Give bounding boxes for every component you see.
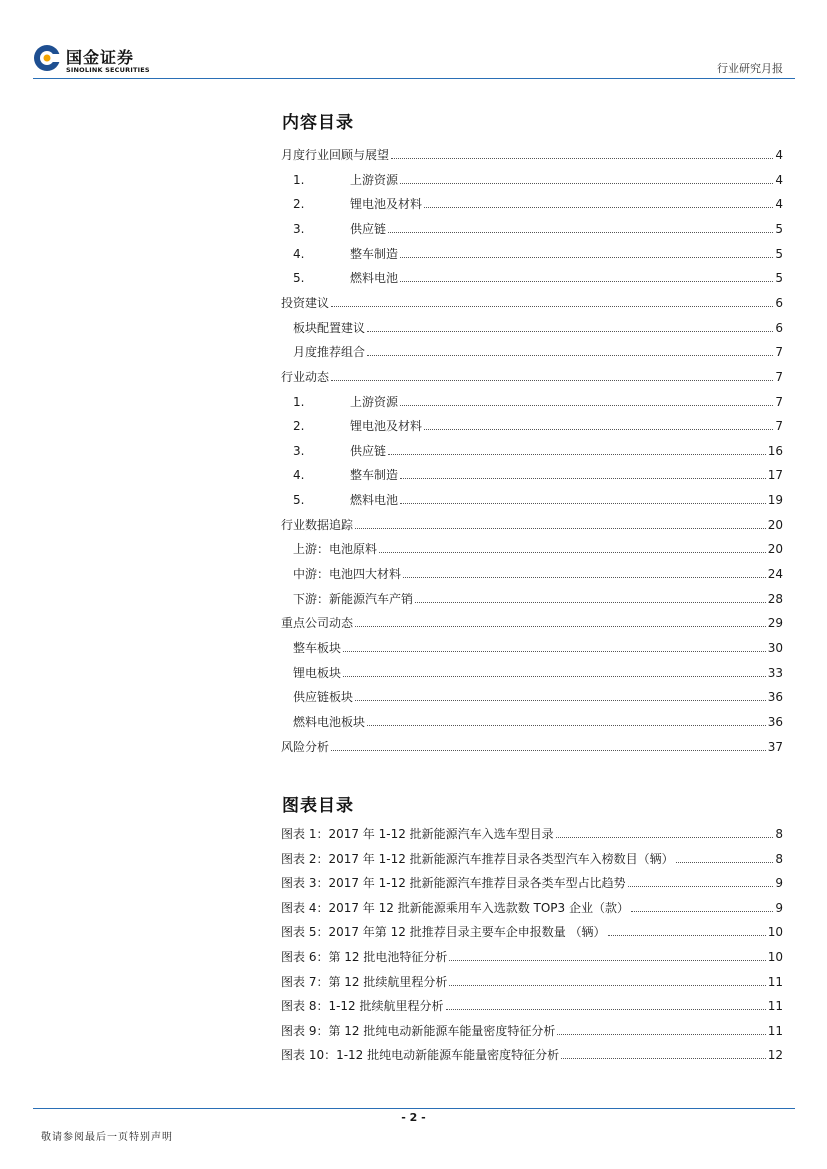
figure-entry-label: 图表 7：第 12 批续航里程分析 xyxy=(281,974,448,989)
page-number: - 2 - xyxy=(401,1111,426,1124)
page-ref: 9 xyxy=(775,876,783,891)
toc-entry-number: 3. xyxy=(293,221,305,236)
dot-leader xyxy=(331,749,766,751)
dot-leader xyxy=(449,959,765,961)
toc-entry-label: 整车板块 xyxy=(293,641,342,655)
page-ref: 29 xyxy=(767,616,783,631)
page-ref: 11 xyxy=(767,974,783,989)
figure-entry[interactable] xyxy=(281,919,783,939)
page-ref: 5 xyxy=(775,246,783,261)
page-ref: 4 xyxy=(775,148,783,162)
page-ref: 5 xyxy=(775,271,783,286)
toc-entry-number: 5. xyxy=(293,271,305,286)
dot-leader xyxy=(424,428,773,430)
figure-entry[interactable] xyxy=(281,944,783,964)
toc-entry[interactable] xyxy=(281,413,783,433)
page-ref: 4 xyxy=(775,172,783,187)
dot-leader xyxy=(631,910,773,912)
page-ref: 36 xyxy=(767,690,783,705)
toc-entry-label: 上游资源 xyxy=(350,172,399,187)
toc-entry[interactable] xyxy=(281,734,783,754)
toc-entry-label: 锂电板块 xyxy=(293,665,342,680)
figure-entry[interactable] xyxy=(281,969,783,989)
dot-leader xyxy=(415,601,766,603)
toc-entry-label: 月度推荐组合 xyxy=(293,345,366,360)
dot-leader xyxy=(400,404,773,406)
toc-entry-label: 中游：电池四大材料 xyxy=(293,567,402,582)
page-ref: 20 xyxy=(767,517,783,532)
toc-entry-label: 行业数据追踪 xyxy=(281,517,354,532)
figure-entry-label: 图表 3：2017 年 1-12 批新能源汽车推荐目录各类车型占比趋势 xyxy=(281,876,626,891)
page-ref: 30 xyxy=(767,641,783,655)
dot-leader xyxy=(400,256,773,258)
page-ref: 10 xyxy=(767,925,783,940)
toc-entry-label: 重点公司动态 xyxy=(281,616,354,631)
page-ref: 7 xyxy=(775,394,783,409)
page-ref: 19 xyxy=(767,493,783,508)
page-ref: 11 xyxy=(767,1023,783,1038)
dot-leader xyxy=(424,206,773,208)
toc-entry-label: 供应链 xyxy=(350,443,387,458)
toc-entry-number: 1. xyxy=(293,172,305,187)
company-logo xyxy=(33,44,163,78)
page-ref: 6 xyxy=(775,320,783,335)
toc-entry[interactable] xyxy=(281,684,783,704)
toc-entry[interactable] xyxy=(281,635,783,655)
figure-entry-label: 图表 9：第 12 批纯电动新能源车能量密度特征分析 xyxy=(281,1023,556,1038)
page-ref: 17 xyxy=(767,468,783,483)
figure-entry[interactable] xyxy=(281,870,783,890)
logo-text-cn: 国金证券 xyxy=(66,48,135,67)
page-ref: 4 xyxy=(775,197,783,212)
page-ref: 7 xyxy=(775,345,783,360)
toc-entry-label: 上游：电池原料 xyxy=(293,542,378,557)
toc-entry-number: 4. xyxy=(293,468,305,483)
toc-entry-label: 供应链 xyxy=(350,221,387,236)
dot-leader xyxy=(449,984,765,986)
page-ref: 24 xyxy=(767,567,783,582)
figure-entry[interactable] xyxy=(281,895,783,915)
dot-leader xyxy=(388,231,773,233)
page-ref: 11 xyxy=(767,999,783,1014)
figure-entry-label: 图表 1：2017 年 1-12 批新能源汽车入选车型目录 xyxy=(281,827,554,841)
toc-entry-label: 投资建议 xyxy=(281,295,330,310)
toc-entry-label: 燃料电池板块 xyxy=(293,714,366,729)
page-ref: 33 xyxy=(767,665,783,680)
toc-entry-label: 板块配置建议 xyxy=(293,320,366,335)
toc-entry[interactable] xyxy=(281,191,783,211)
toc-entry[interactable] xyxy=(281,265,783,285)
toc-entry[interactable] xyxy=(281,512,783,532)
toc-entry-label: 上游资源 xyxy=(350,394,399,409)
dot-leader xyxy=(608,934,766,936)
toc-entry[interactable] xyxy=(281,586,783,606)
toc-entry-number: 2. xyxy=(293,197,305,212)
toc-entry[interactable] xyxy=(281,438,783,458)
toc-entry-number: 4. xyxy=(293,246,305,261)
page-ref: 36 xyxy=(767,714,783,729)
figure-entry-label: 图表 10：1-12 批纯电动新能源车能量密度特征分析 xyxy=(281,1048,560,1063)
dot-leader xyxy=(561,1057,766,1059)
dot-leader xyxy=(556,836,774,838)
dot-leader xyxy=(403,576,766,578)
page-ref: 5 xyxy=(775,221,783,236)
page-ref: 16 xyxy=(767,443,783,458)
page-ref: 7 xyxy=(775,419,783,434)
dot-leader xyxy=(446,1008,766,1010)
dot-leader xyxy=(400,280,773,282)
figure-entry-label: 图表 5：2017 年第 12 批推荐目录主要车企申报数量 （辆） xyxy=(281,925,606,940)
toc-entry[interactable] xyxy=(281,241,783,261)
toc-entry[interactable] xyxy=(281,167,783,187)
toc-entry-label: 月度行业回顾与展望 xyxy=(281,148,390,162)
dot-leader xyxy=(388,453,766,455)
footer-divider xyxy=(33,1108,795,1109)
toc-title: 内容目录 xyxy=(282,113,354,133)
dot-leader xyxy=(367,724,766,726)
dot-leader xyxy=(331,379,773,381)
page-ref: 20 xyxy=(767,542,783,557)
logo-text-en: SINOLINK SECURITIES xyxy=(66,66,150,74)
toc-entry-label: 下游：新能源汽车产销 xyxy=(293,591,414,606)
toc-entry-number: 5. xyxy=(293,493,305,508)
page-ref: 12 xyxy=(767,1048,783,1063)
toc-entry-label: 燃料电池 xyxy=(350,493,399,508)
dot-leader xyxy=(400,477,766,479)
figure-entry[interactable] xyxy=(281,846,783,866)
toc-entry-label: 锂电池及材料 xyxy=(350,419,423,434)
toc-entry[interactable] xyxy=(281,660,783,680)
toc-entry[interactable] xyxy=(281,536,783,556)
toc-entry[interactable] xyxy=(281,315,783,335)
toc-entry[interactable] xyxy=(281,561,783,581)
dot-leader xyxy=(331,305,773,307)
figure-entry-label: 图表 6：第 12 批电池特征分析 xyxy=(281,950,448,964)
toc-entry-number: 1. xyxy=(293,394,305,409)
disclaimer: 敬请参阅最后一页特别声明 xyxy=(41,1132,173,1143)
dot-leader xyxy=(379,551,766,553)
toc-entry-label: 风险分析 xyxy=(281,739,330,754)
dot-leader xyxy=(343,650,766,652)
figure-entry-label: 图表 4：2017 年 12 批新能源乘用车入选款数 TOP3 企业（款） xyxy=(281,900,629,915)
toc-entry-label: 行业动态 xyxy=(281,369,330,384)
toc-entry[interactable] xyxy=(281,364,783,384)
figure-entry-label: 图表 2：2017 年 1-12 批新能源汽车推荐目录各类型汽车入榜数目（辆） xyxy=(281,851,674,866)
dot-leader xyxy=(367,354,773,356)
toc-entry-label: 燃料电池 xyxy=(350,271,399,286)
toc-entry[interactable] xyxy=(281,462,783,482)
toc-entry[interactable] xyxy=(281,290,783,310)
dot-leader xyxy=(367,330,773,332)
toc-entry[interactable] xyxy=(281,610,783,630)
toc-entry[interactable] xyxy=(281,142,783,162)
report-type: 行业研究月报 xyxy=(717,62,783,75)
toc-entry[interactable] xyxy=(281,709,783,729)
page-ref: 9 xyxy=(775,900,783,915)
page-ref: 6 xyxy=(775,295,783,310)
toc-entry[interactable] xyxy=(281,389,783,409)
dot-leader xyxy=(557,1033,765,1035)
page-ref: 7 xyxy=(775,369,783,384)
dot-leader xyxy=(628,885,774,887)
dot-leader xyxy=(676,861,774,863)
dot-leader xyxy=(355,699,766,701)
page-ref: 37 xyxy=(767,739,783,754)
toc-entry-label: 整车制造 xyxy=(350,246,399,261)
page-header xyxy=(0,0,827,82)
figure-entry[interactable] xyxy=(281,993,783,1013)
toc-entry-label: 锂电池及材料 xyxy=(350,197,423,212)
page-ref: 8 xyxy=(775,827,783,841)
page-ref: 8 xyxy=(775,851,783,866)
toc-entry[interactable] xyxy=(281,339,783,359)
toc-entry-label: 供应链板块 xyxy=(293,690,354,705)
header-divider xyxy=(33,78,795,79)
dot-leader xyxy=(355,527,766,529)
toc-entry[interactable] xyxy=(281,487,783,507)
dot-leader xyxy=(391,157,773,159)
toc-entry[interactable] xyxy=(281,216,783,236)
dot-leader xyxy=(355,625,766,627)
page-ref: 28 xyxy=(767,591,783,606)
toc-entry-number: 2. xyxy=(293,419,305,434)
dot-leader xyxy=(400,182,773,184)
figure-entry[interactable] xyxy=(281,821,783,841)
logo-icon xyxy=(33,44,61,72)
toc-entry-number: 3. xyxy=(293,443,305,458)
figures-title: 图表目录 xyxy=(282,796,354,816)
figure-entry[interactable] xyxy=(281,1042,783,1062)
figure-entry-label: 图表 8：1-12 批续航里程分析 xyxy=(281,999,444,1014)
dot-leader xyxy=(400,502,766,504)
page-ref: 10 xyxy=(767,950,783,964)
dot-leader xyxy=(343,675,766,677)
toc-entry-label: 整车制造 xyxy=(350,468,399,483)
figure-entry[interactable] xyxy=(281,1018,783,1038)
